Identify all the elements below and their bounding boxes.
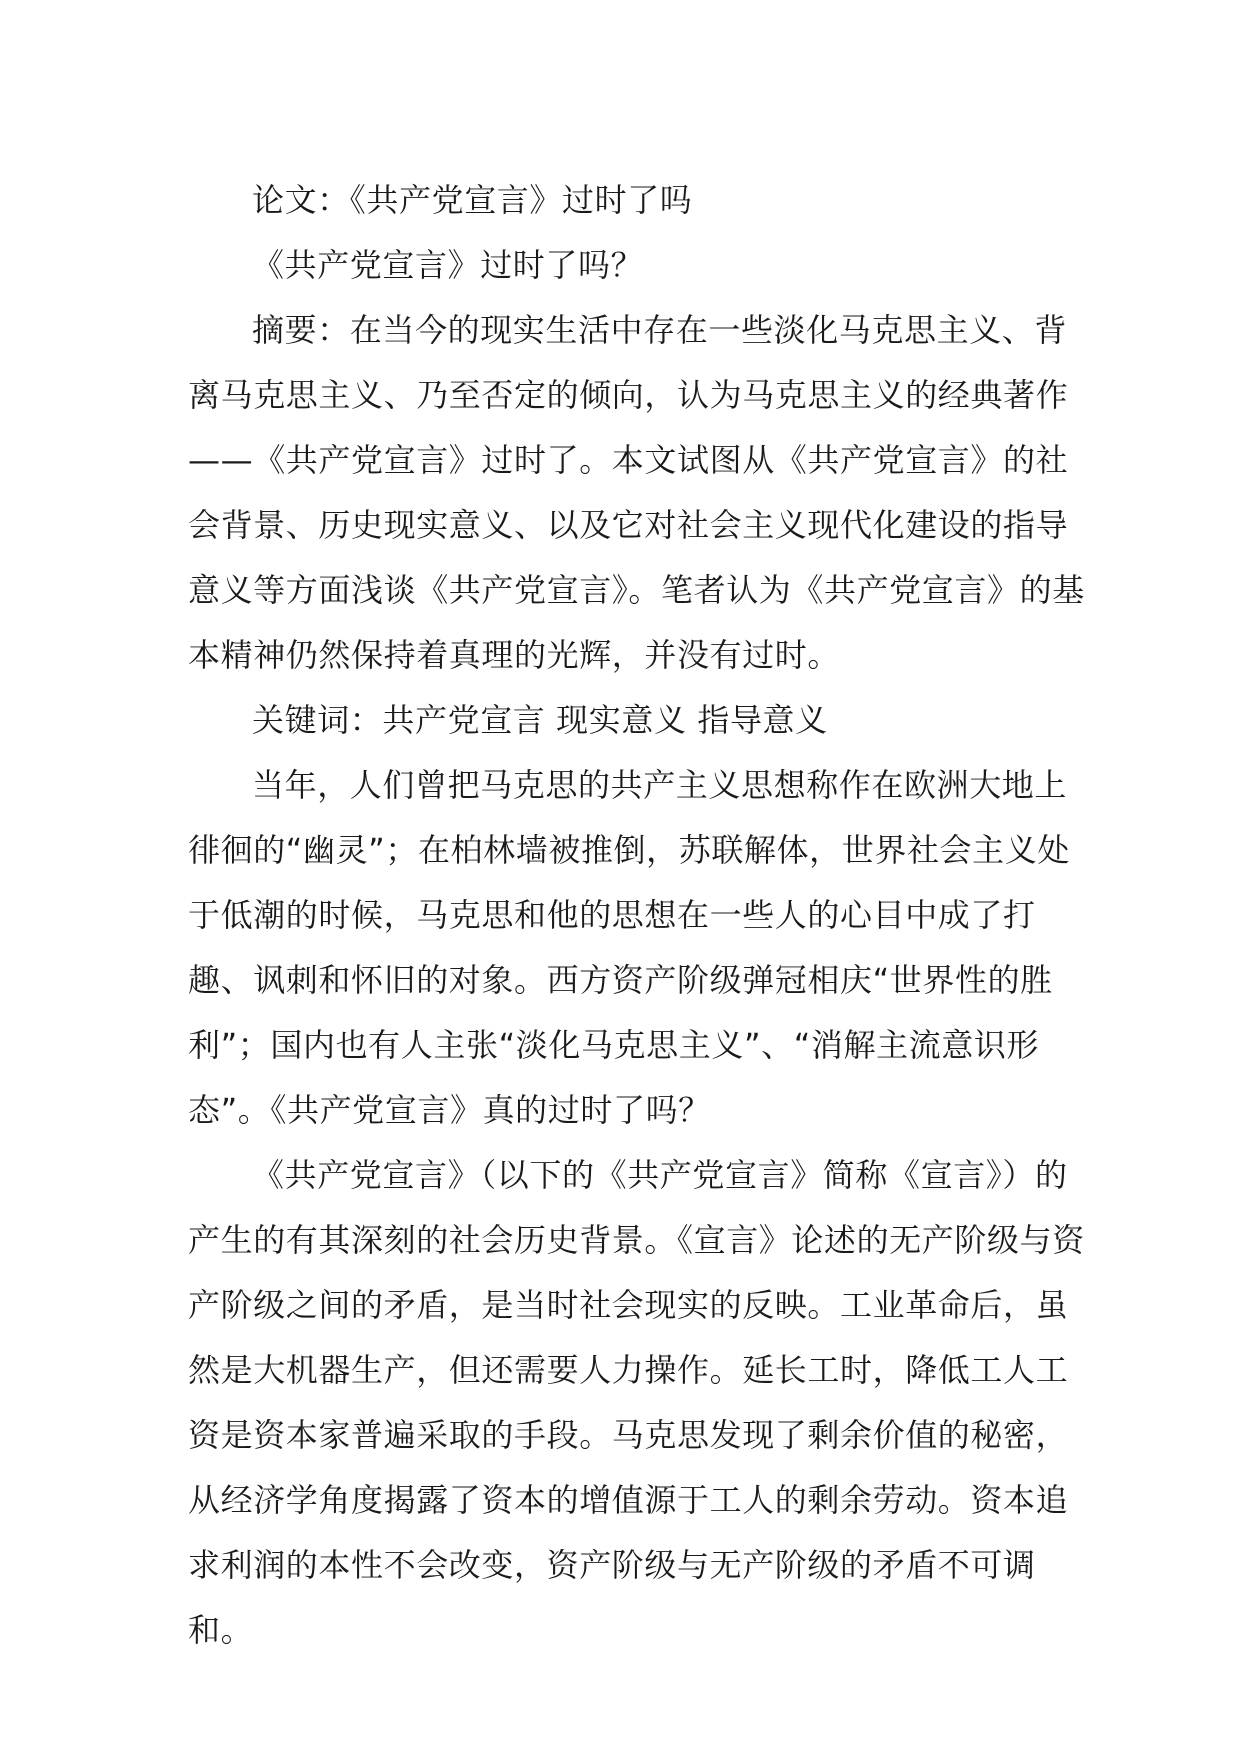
paper-title-line: 论文：《共产党宣言》过时了吗 (252, 181, 693, 219)
body-paragraph: 《共产党宣言》（以下的《共产党宣言》简称《宣言》）的产生的有其深刻的社会历史背景。《宣言》论述的无产阶级与资产阶级之间的矛盾，是当时社会现实的反映。工业革命后，虽然是大机器生产，但还需要人力操作。延长工时，降低工人工资是资本家普遍采取的手段。马克思发现了剩余价值的秘密，从经济学角度揭露了资本的增值源于工人的剩余劳动。资本追求利润的本性不会改变，资产阶级与无产阶级的矛盾不可调和。 (188, 1156, 1085, 1649)
abstract-paragraph: 摘要：在当今的现实生活中存在一些淡化马克思主义、背离马克思主义、乃至否定的倾向，认为马克思主义的经典著作——《共产党宣言》过时了。本文试图从《共产党宣言》的社会背景、历史现实意义、以及它对社会主义现代化建设的指导意义等方面浅谈《共产党宣言》。笔者认为《共产党宣言》的基本精神仍然保持着真理的光辉，并没有过时。 (188, 311, 1085, 674)
keywords-line: 关键词：共产党宣言 现实意义 指导意义 (252, 701, 828, 739)
body-paragraph: 当年，人们曾把马克思的共产主义思想称作在欧洲大地上徘徊的“幽灵”；在柏林墙被推倒，苏联解体，世界社会主义处于低潮的时候，马克思和他的思想在一些人的心目中成了打趣、讽刺和怀旧的对象。西方资产阶级弹冠相庆“世界性的胜利”；国内也有人主张“淡化马克思主义”、“消解主流意识形态”。《共产党宣言》真的过时了吗？ (188, 766, 1070, 1129)
document-body (188, 168, 1088, 1663)
paper-subtitle-line: 《共产党宣言》过时了吗？ (252, 246, 644, 284)
